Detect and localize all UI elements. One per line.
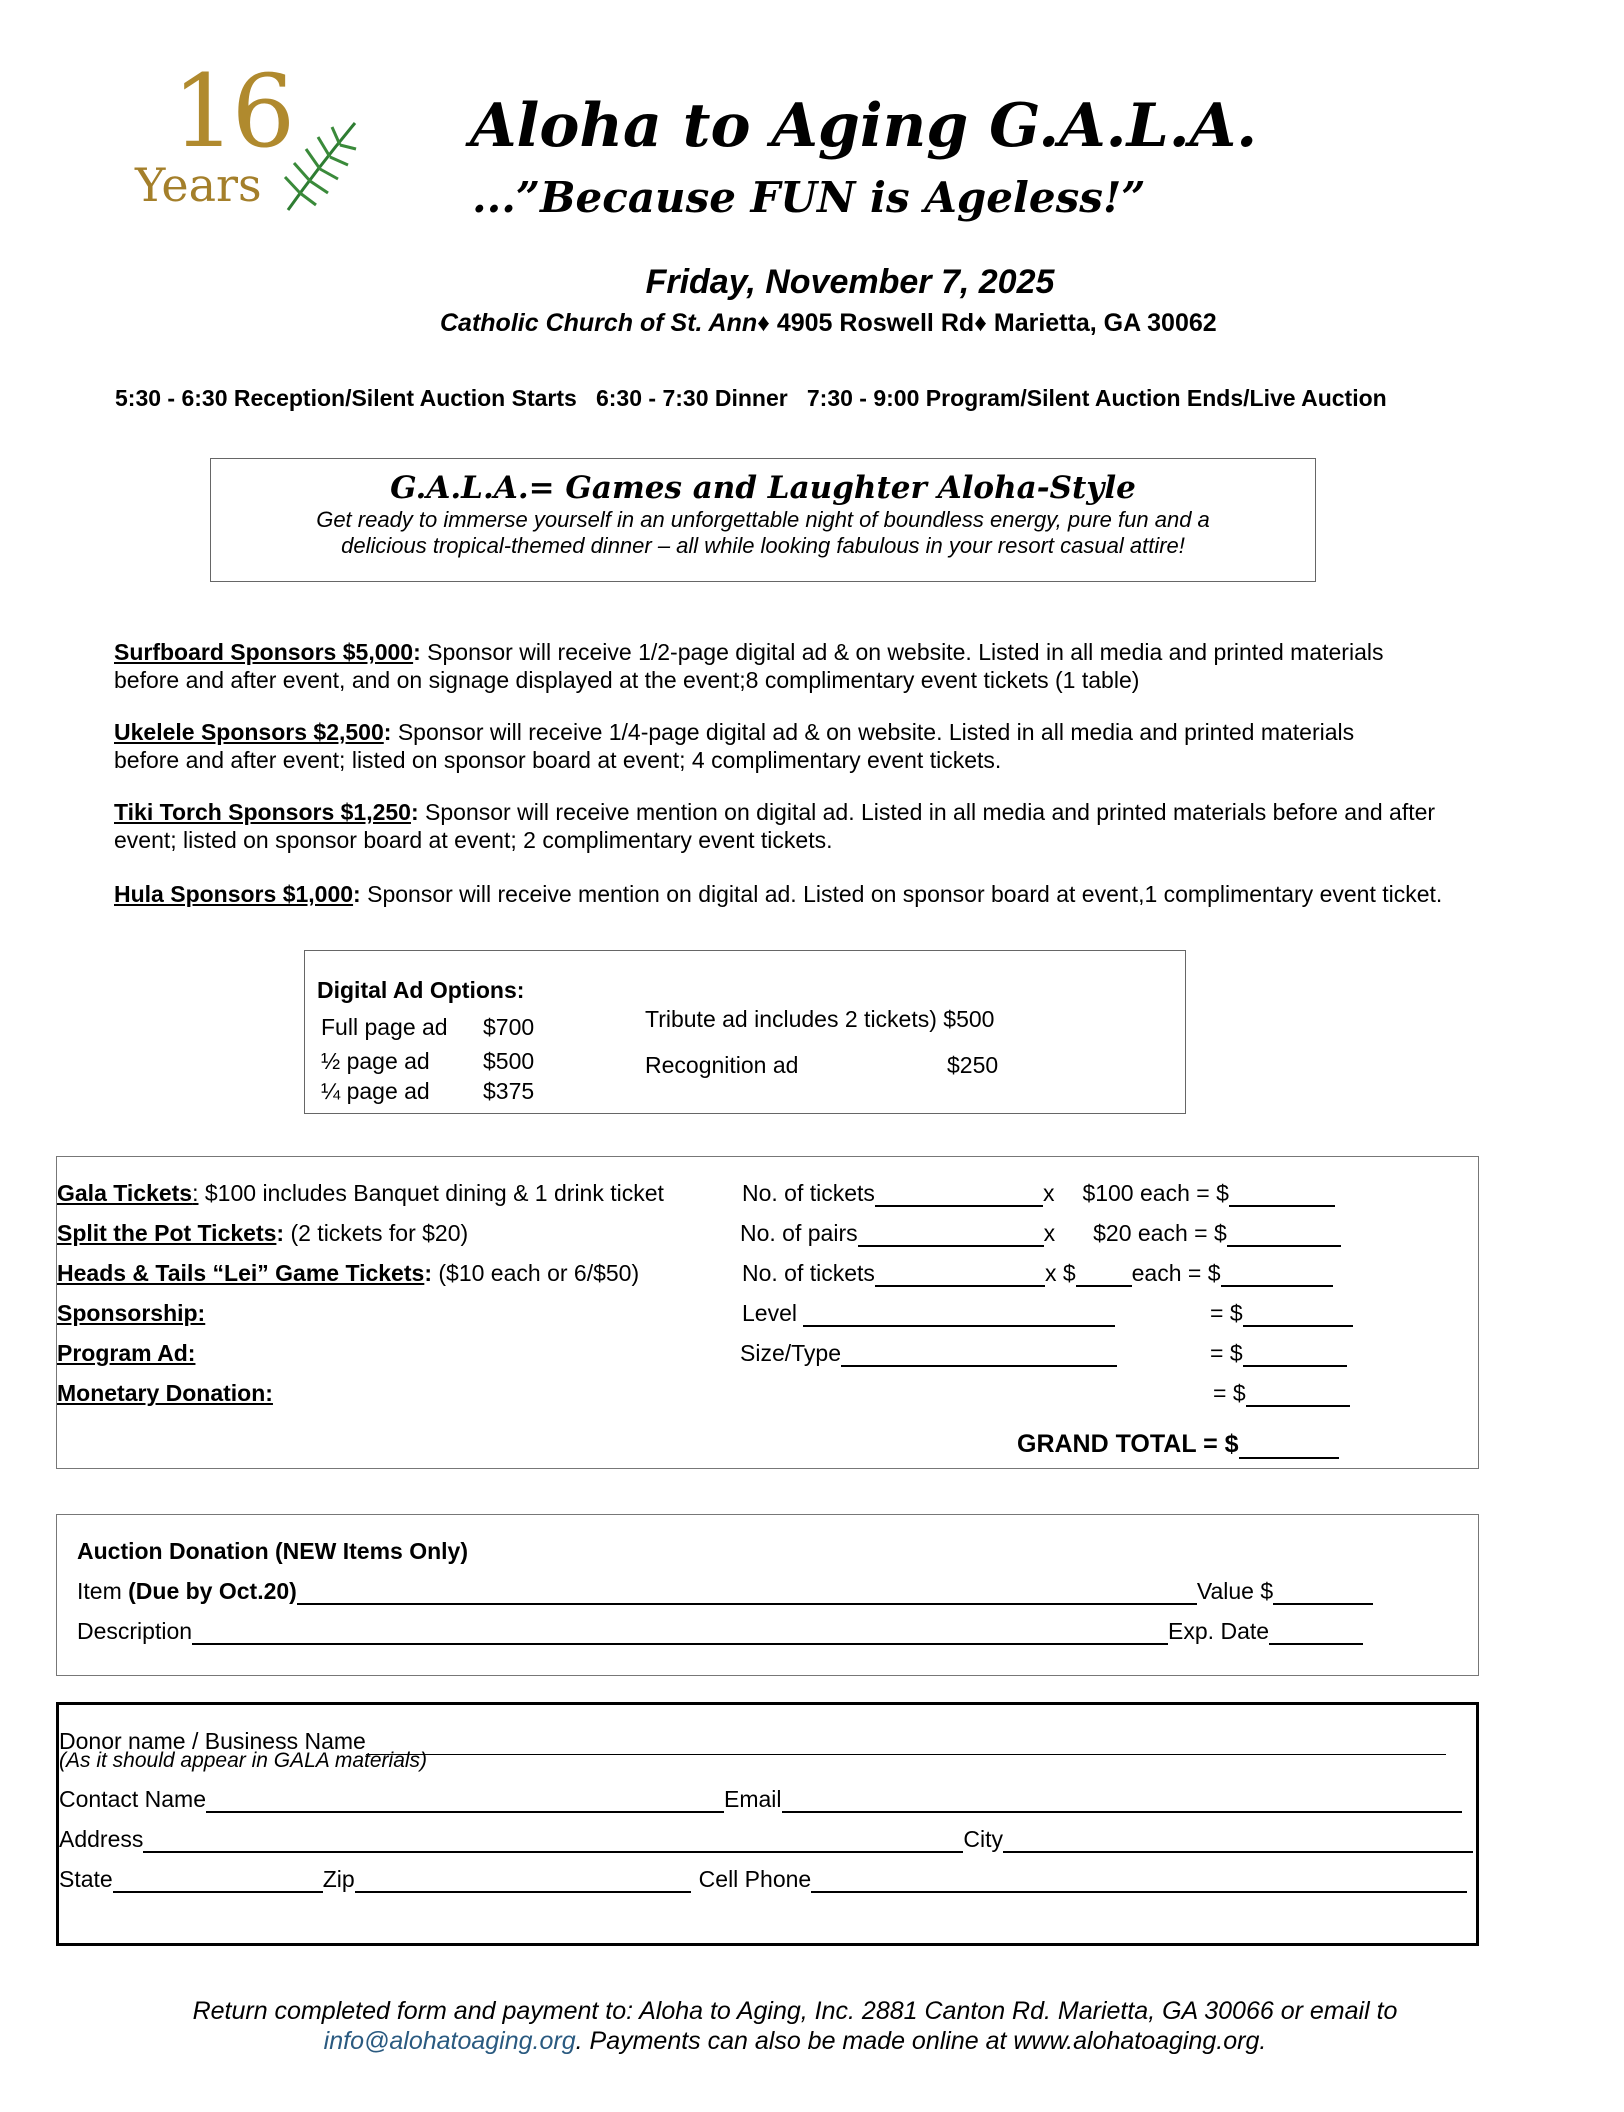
- ad-options-heading: Digital Ad Options:: [317, 977, 525, 1003]
- footer: [0, 1996, 1590, 2056]
- email-field[interactable]: [782, 1791, 1462, 1813]
- ad-item-price: $700: [483, 1014, 535, 1040]
- gala-qty-field[interactable]: [875, 1185, 1043, 1207]
- gala-heading: G.A.L.A.= Games and Laughter Aloha-Style: [390, 470, 1136, 506]
- lei-unit-field[interactable]: [1076, 1265, 1132, 1287]
- tribute-ad: Tribute ad includes 2 tickets) $500: [645, 1006, 995, 1032]
- gala-text-2: delicious tropical-themed dinner – all while looking fabulous in your resort casual attire!: [341, 533, 1185, 558]
- logo-number: 16: [172, 53, 292, 170]
- sponsorship-entry: [742, 1299, 1115, 1327]
- state-label: State: [59, 1866, 113, 1892]
- email-label: Email: [724, 1786, 782, 1812]
- logo-word: Years: [135, 158, 262, 212]
- item-label: Item: [77, 1578, 122, 1604]
- sponsor-name: Tiki Torch Sponsors $1,250: [114, 799, 411, 825]
- value-label: Value $: [1196, 1578, 1274, 1604]
- diamond-icon: ♦: [974, 309, 987, 337]
- qty-label: No. of tickets: [742, 1180, 875, 1206]
- cell-phone-field[interactable]: [811, 1871, 1467, 1893]
- donor-box: [56, 1702, 1479, 1946]
- donor-name-note: (As it should appear in GALA materials): [59, 1749, 428, 1772]
- venue-name: Catholic Church of St. Ann: [440, 309, 758, 337]
- level-label: Level: [742, 1300, 797, 1326]
- footer-line-2: [0, 2026, 1590, 2056]
- auction-desc-row: [77, 1617, 1363, 1645]
- city-label: City: [963, 1826, 1003, 1852]
- page-title: Aloha to Aging G.A.L.A.: [470, 91, 1258, 161]
- sponsor-tiki: Tiki Torch Sponsors $1,250: Sponsor will receive mention on digital ad. Listed in all media and printed materials before and after event; listed on sponsor board at event; 2 complimentary event tickets.: [114, 798, 1494, 880]
- recognition-ad: [645, 1051, 998, 1079]
- ad-item-label: Full page ad: [321, 1014, 448, 1040]
- tagline: ...”Because FUN is Ageless!”: [472, 173, 1146, 222]
- equals-label: = $: [1210, 1340, 1243, 1366]
- zip-field[interactable]: [355, 1871, 691, 1893]
- gala-tickets-row: Gala Tickets: $100 includes Banquet dining & 1 drink ticket: [57, 1180, 664, 1206]
- program-ad-entry: [740, 1339, 1117, 1367]
- state-field[interactable]: [113, 1871, 323, 1893]
- pot-tickets-entry: [740, 1219, 1341, 1247]
- description-field[interactable]: [192, 1623, 1168, 1645]
- price-label: $20 each = $: [1093, 1220, 1227, 1246]
- gala-box: [210, 458, 1316, 582]
- lei-amount-field[interactable]: [1221, 1265, 1333, 1287]
- ad-item-price: $500: [483, 1048, 535, 1074]
- sponsorship-amount-field[interactable]: [1243, 1305, 1353, 1327]
- auction-heading: Auction Donation (NEW Items Only): [77, 1538, 468, 1564]
- value-field[interactable]: [1273, 1583, 1373, 1605]
- sponsor-ukelele: Ukelele Sponsors $2,500: Sponsor will receive 1/4-page digital ad & on website. Listed in all media and printed materials before and after event; listed on sponsor board at event; 4 complimentary event tickets.: [114, 718, 1494, 798]
- sponsor-list: [114, 638, 1494, 908]
- price-label: each = $: [1131, 1260, 1221, 1286]
- diamond-icon: ♦: [757, 309, 770, 337]
- exp-date-field[interactable]: [1269, 1623, 1363, 1645]
- auction-box: [56, 1514, 1479, 1676]
- sponsor-desc: Sponsor will receive mention on digital ad. Listed in all media and printed materials before and after: [418, 799, 1436, 825]
- description-label: Description: [77, 1618, 193, 1644]
- gala-tickets-desc: $100 includes Banquet dining & 1 drink ticket: [198, 1180, 664, 1206]
- state-row: [59, 1865, 1467, 1893]
- gala-tickets-label: Gala Tickets: [57, 1180, 193, 1206]
- donation-label: Monetary Donation:: [57, 1380, 273, 1406]
- auction-item-row: [77, 1577, 1373, 1605]
- lei-tickets-desc: ($10 each or 6/$50): [431, 1260, 640, 1286]
- qty-label: No. of pairs: [740, 1220, 858, 1246]
- sponsor-hula: Hula Sponsors $1,000: Sponsor will receive mention on digital ad. Listed on sponsor board at event,1 complimentary event ticket.: [114, 881, 1443, 907]
- recognition-price: $250: [947, 1052, 999, 1078]
- size-field[interactable]: [841, 1345, 1117, 1367]
- event-venue: [440, 308, 1217, 338]
- exp-date-label: Exp. Date: [1168, 1618, 1270, 1644]
- pot-qty-field[interactable]: [858, 1225, 1044, 1247]
- sponsor-desc: before and after event, and on signage displayed at the event;8 complimentary event tickets (1 table): [114, 667, 1140, 693]
- equals-label: = $: [1213, 1380, 1246, 1406]
- sponsor-name: Ukelele Sponsors $2,500: [114, 719, 384, 745]
- sponsor-desc: Sponsor will receive 1/4-page digital ad & on website. Listed in all media and printed materials: [391, 719, 1355, 745]
- program-ad-total: [1210, 1339, 1347, 1367]
- palm-leaf-icon: [280, 115, 360, 215]
- ad-item: [321, 1077, 534, 1105]
- times-label: x: [1042, 1180, 1055, 1206]
- program-ad-label: Program Ad:: [57, 1340, 196, 1366]
- address-row: [59, 1825, 1473, 1853]
- sponsor-desc: Sponsor will receive 1/2-page digital ad & on website. Listed in all media and printed materials: [420, 639, 1384, 665]
- cell-phone-label: Cell Phone: [698, 1866, 812, 1892]
- order-form: [56, 1156, 1479, 1469]
- sponsorship-total: [1210, 1299, 1353, 1327]
- gala-tickets-entry: [742, 1179, 1335, 1207]
- pot-tickets-label: Split the Pot Tickets: [57, 1220, 277, 1246]
- price-label: $100 each = $: [1082, 1180, 1229, 1206]
- sponsor-name: Surfboard Sponsors $5,000: [114, 639, 414, 665]
- due-label: (Due by Oct.20): [121, 1578, 297, 1604]
- sponsor-desc: event; listed on sponsor board at event; 2 complimentary event tickets.: [114, 827, 833, 853]
- footer-line-1: Return completed form and payment to: Aloha to Aging, Inc. 2881 Canton Rd. Marietta, GA 30066 or email to: [192, 1997, 1398, 2025]
- contact-label: Contact Name: [59, 1786, 207, 1812]
- equals-label: = $: [1210, 1300, 1243, 1326]
- lei-qty-field[interactable]: [875, 1265, 1045, 1287]
- pot-tickets-row: Split the Pot Tickets: (2 tickets for $20): [57, 1220, 469, 1246]
- address-field[interactable]: [143, 1831, 963, 1853]
- city-field[interactable]: [1003, 1831, 1473, 1853]
- logo: [130, 53, 360, 225]
- grand-total-field[interactable]: [1239, 1437, 1339, 1459]
- schedule: 5:30 - 6:30 Reception/Silent Auction Starts 6:30 - 7:30 Dinner 7:30 - 9:00 Program/Silent Auction Ends/Live Auction: [115, 385, 1387, 411]
- donor-name-field[interactable]: [366, 1736, 1446, 1755]
- email-link[interactable]: info@alohatoaging.org: [323, 2027, 576, 2055]
- ad-item-label: ¼ page ad: [321, 1078, 430, 1104]
- size-label: Size/Type: [740, 1340, 841, 1366]
- donation-amount-field[interactable]: [1246, 1385, 1350, 1407]
- grand-total-label: GRAND TOTAL = $: [1017, 1430, 1239, 1458]
- sponsor-surfboard: Surfboard Sponsors $5,000: Sponsor will receive 1/2-page digital ad & on website. Listed in all media and printed materials before and after event, and on signage displayed at the event;8 complimentary event tickets (1 table): [114, 638, 1494, 718]
- pot-amount-field[interactable]: [1227, 1225, 1341, 1247]
- ad-item: [321, 1047, 534, 1075]
- lei-tickets-row: Heads & Tails “Lei” Game Tickets: ($10 each or 6/$50): [57, 1260, 640, 1286]
- ad-options-box: [304, 950, 1186, 1114]
- times-label: x $: [1044, 1260, 1076, 1286]
- sponsor-desc: Sponsor will receive mention on digital ad. Listed on sponsor board at event,1 complimentary event ticket.: [360, 881, 1443, 907]
- lei-tickets-label: Heads & Tails “Lei” Game Tickets: [57, 1260, 425, 1286]
- grand-total: [1017, 1429, 1339, 1459]
- footer-text: . Payments can also be made online at www.alohatoaging.org.: [575, 2027, 1267, 2055]
- ad-item-label: ½ page ad: [321, 1048, 430, 1074]
- zip-label: Zip: [322, 1866, 355, 1892]
- qty-label: No. of tickets: [742, 1260, 875, 1286]
- event-date: Friday, November 7, 2025: [645, 263, 1055, 301]
- address-label: Address: [59, 1826, 144, 1852]
- recognition-label: Recognition ad: [645, 1052, 799, 1078]
- donation-total: [1213, 1379, 1350, 1407]
- contact-field[interactable]: [206, 1791, 724, 1813]
- sponsor-name: Hula Sponsors $1,000: [114, 881, 354, 907]
- pot-tickets-desc: (2 tickets for $20): [284, 1220, 469, 1246]
- ad-item-price: $375: [483, 1078, 535, 1104]
- times-label: x: [1043, 1220, 1056, 1246]
- item-field[interactable]: [297, 1583, 1197, 1605]
- program-ad-amount-field[interactable]: [1243, 1345, 1347, 1367]
- lei-tickets-entry: [742, 1259, 1333, 1287]
- venue-city: Marietta, GA 30062: [993, 309, 1217, 337]
- sponsor-desc: before and after event; listed on sponsor board at event; 4 complimentary event tickets.: [114, 747, 1002, 773]
- level-field[interactable]: [803, 1305, 1115, 1327]
- sponsorship-label: Sponsorship:: [57, 1300, 206, 1326]
- gala-amount-field[interactable]: [1229, 1185, 1335, 1207]
- ad-item: [321, 1013, 534, 1041]
- donor-name-label: Donor name / Business Name: [59, 1728, 366, 1754]
- venue-address: 4905 Roswell Rd: [776, 309, 975, 337]
- gala-text-1: Get ready to immerse yourself in an unforgettable night of boundless energy, pure fun and a: [316, 507, 1210, 532]
- contact-row: [59, 1785, 1462, 1813]
